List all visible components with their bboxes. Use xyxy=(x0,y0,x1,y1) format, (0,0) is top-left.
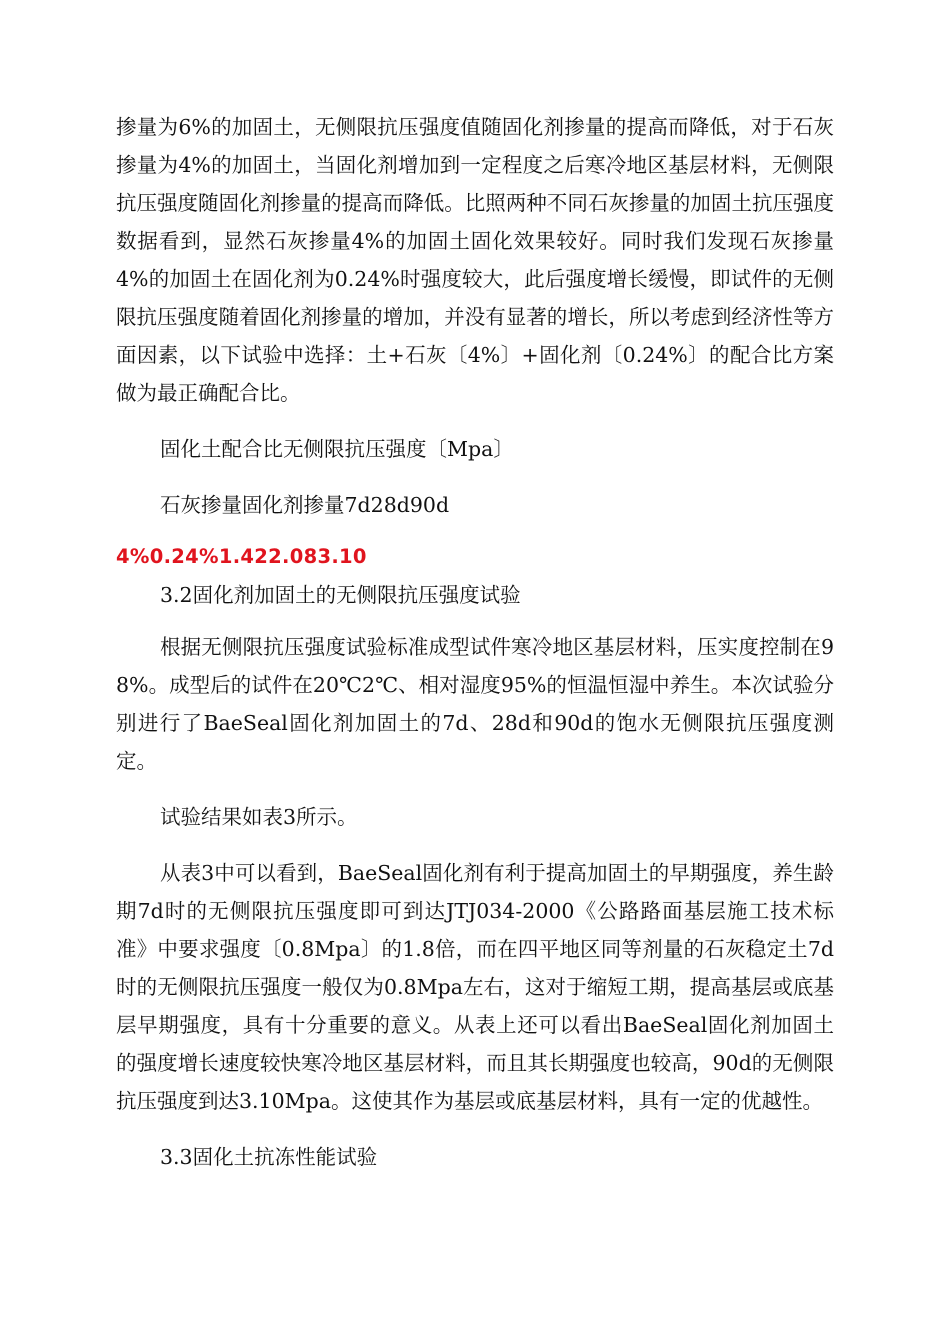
paragraph-results-reference: 试验结果如表3所示。 xyxy=(160,805,358,829)
table-data-row: 4%0.24%1.422.083.10 xyxy=(116,545,367,568)
paragraph-test-method: 根据无侧限抗压强度试验标准成型试件寒冷地区基层材料，压实度控制在98%。成型后的试件在20℃2℃、相对湿度95%的恒温恒湿中养生。本次试验分别进行了BaeSeal固化剂加固土的7d、28d和90d的饱水无侧限抗压强度测定。 xyxy=(116,635,834,773)
section-heading-3-3: 3.3固化土抗冻性能试验 xyxy=(160,1145,378,1169)
section-heading-3-2: 3.2固化剂加固土的无侧限抗压强度试验 xyxy=(160,583,521,607)
paragraph-lime-dosage-analysis: 掺量为6%的加固土，无侧限抗压强度值随固化剂掺量的提高而降低，对于石灰掺量为4%的加固土，当固化剂增加到一定程度之后寒冷地区基层材料，无侧限抗压强度随固化剂掺量的提高而降低。比照两种不同石灰掺量的加固土抗压强度数据看到，显然石灰掺量4%的加固土固化效果较好。同时我们发现石灰掺量4%的加固土在固化剂为0.24%时强度较大，此后强度增长缓慢，即试件的无侧限抗压强度随着固化剂掺量的增加，并没有显著的增长，所以考虑到经济性等方面因素，以下试验中选择：土+石灰〔4%〕+固化剂〔0.24%〕的配合比方案做为最正确配合比。 xyxy=(116,115,834,405)
paragraph-results-discussion: 从表3中可以看到，BaeSeal固化剂有利于提高加固土的早期强度，养生龄期7d时的无侧限抗压强度即可到达JTJ034-2000《公路路面基层施工技术标准》中要求强度〔0.8Mpa〕的1.8倍，而在四平地区同等剂量的石灰稳定土7d时的无侧限抗压强度一般仅为0.8Mpa左右，这对于缩短工期，提高基层或底基层早期强度，具有十分重要的意义。从表上还可以看出BaeSeal固化剂加固土的强度增长速度较快寒冷地区基层材料，而且其长期强度也较高，90d的无侧限抗压强度到达3.10Mpa。这使其作为基层或底基层材料，具有一定的优越性。 xyxy=(116,861,834,1113)
table-header-row: 石灰掺量固化剂掺量7d28d90d xyxy=(160,493,450,517)
table-caption: 固化土配合比无侧限抗压强度〔Mpa〕 xyxy=(160,437,514,461)
